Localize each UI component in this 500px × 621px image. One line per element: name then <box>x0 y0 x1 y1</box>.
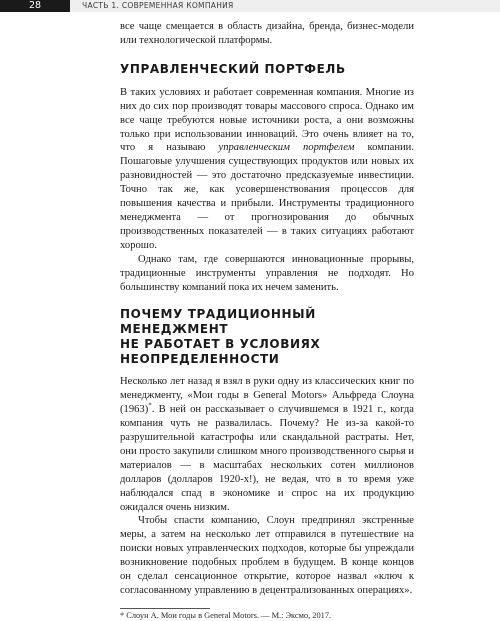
paragraph-sloan-2: Чтобы спасти компанию, Слоун предпринял экстренные меры, а затем на несколько лет отправился в путешествие на поиски новых управленческих подходов, которые бы упреждали возникновение подобных проблем в будущем. В конце концов он сделал сенсационное открытие, которое назвал «ключ к согласованному управлению в децентрализованных операциях». <box>120 515 414 596</box>
paragraph-sloan-1 <box>120 375 414 514</box>
paragraph-continuation: все чаще смещается в область дизайна, бренда, бизнес-модели или технологической платформы. <box>120 21 414 46</box>
paragraph-portfolio-1 <box>120 86 414 253</box>
chapter-title: ЧАСТЬ 1. СОВРЕМЕННАЯ КОМПАНИЯ <box>82 1 234 10</box>
section-heading-uncertainty-line1: ПОЧЕМУ ТРАДИЦИОННЫЙ МЕНЕДЖМЕНТ <box>120 307 316 337</box>
footnote-rule <box>120 608 210 609</box>
page-number: 28 <box>0 0 70 12</box>
header-band <box>0 0 500 12</box>
running-header <box>0 0 500 12</box>
text-run: В таких условиях и работает современная компания. Многие из них до сих пор производят товары массового спроса. Однако им все чаще требуются новые источники роста, а они возможны только при использовании инноваций. Это очень влияет на то, что я называю <box>120 86 414 154</box>
text-run: Несколько лет назад я взял в руки одну из классических книг по менеджменту, «Мои годы в General Motors» Альфреда Слоуна (1963) <box>120 376 414 416</box>
footnote: * Слоун А. Мои годы в General Motors. — М.: Эксмо, 2017. <box>120 610 332 620</box>
text-run: компании. Пошаговые улучшения существующих продуктов или новых их разновидностей — это достаточно предсказуемые инвестиции. Точно так же, как усовершенствования процессов для повышения качества и прибыли. Инструменты традиционного менеджмента — от прогнозирования до обычных производственных показателей — в таких ситуациях работают хорошо. <box>120 142 414 251</box>
emphasis-term: управленческим портфелем <box>218 142 355 154</box>
text-run: . В ней он рассказывает о случившемся в 1921 г., когда компания чуть не развалилась. Почему? Не из-за какой-то разрушительной катастрофы или скандальной растраты. Нет, они просто закупили слишком много производственного сырья и материалов — в масштабах нескольких сотен миллионов долларов (долларов 1920-х!), не ведая, что в то время уже наблюдался спад в экономике и спрос на их продукцию ожидался очень низким. <box>120 404 414 513</box>
section-heading-portfolio: УПРАВЛЕНЧЕСКИЙ ПОРТФЕЛЬ <box>120 61 346 76</box>
section-heading-uncertainty-line2: НЕ РАБОТАЕТ В УСЛОВИЯХ НЕОПРЕДЕЛЕННОСТИ <box>120 337 321 367</box>
footnote-marker: * <box>148 401 152 410</box>
page-body <box>120 20 414 621</box>
paragraph-portfolio-2: Однако там, где совершаются инновационные прорывы, традиционные инструменты управления не подходят. Но большинству компаний пока их нечем заменить. <box>120 253 414 293</box>
